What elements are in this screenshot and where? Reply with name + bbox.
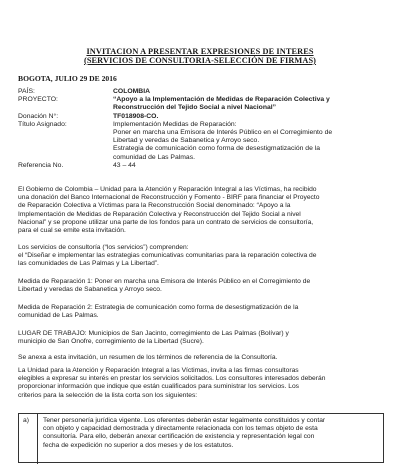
criteria-line: con objeto y capacidad demostrada y directamente relacionada con los temas objeto de esta <box>43 425 318 433</box>
paragraph-line: LUGAR DE TRABAJO: Municipios de San Jacinto, corregimiento de Las Palmas (Bolívar) y <box>18 330 289 337</box>
paragraph-line: comunidad de Las Palmas. <box>18 312 99 320</box>
meta-row-titulo <box>18 121 388 162</box>
titulo-label: Título Asignado: <box>18 120 67 128</box>
paragraph-line: Nacional” y se propone utilizar una parte de los fondos para un contrato de servicios de consultoría, <box>18 218 314 226</box>
titulo-line: Libertad y veredas de Sabanetica y Arroyo seco. <box>113 137 260 145</box>
paragraph-line: criterios para la selección de la lista corta son los siguientes: <box>18 391 198 399</box>
proyecto-value <box>113 96 388 112</box>
criteria-column-divider <box>37 414 38 464</box>
criteria-text <box>43 417 379 450</box>
paragraph-line: para el cual se emite esta invitación. <box>18 227 126 235</box>
titulo-line: Poner en marcha una Emisora de Interés Público en el Corregimiento de <box>113 129 333 137</box>
paragraph-line: Medida de Reparación 2: Estrategia de comunicación como forma de desestigmatización de la <box>18 304 299 311</box>
meta-row-pais <box>18 88 388 96</box>
criteria-letter: a) <box>23 417 29 424</box>
paragraph-line: de Reparación Colectiva a Víctimas para la Reconstrucción Social denominado: “Apoyo a la <box>18 202 291 210</box>
paragraph-line: proporcionar información que indique que están cualificados para suministrar los servicios. Los <box>18 383 300 391</box>
paragraph-line: las comunidades de Las Palmas y La Libertad”. <box>18 260 159 268</box>
paragraph-work-location <box>18 330 384 346</box>
donacion-value: TF018908-CO. <box>113 112 159 120</box>
criteria-line: fecha de expedición no superior a dos meses y de los estatutos. <box>43 441 234 449</box>
paragraph-line: municipio de San Onofre, corregimiento de la Libertad (Sucre). <box>18 338 204 346</box>
document-title-line2: (SERVICIOS DE CONSULTORIA-SELECCIÓN DE FIRMAS) <box>83 56 317 65</box>
paragraph-line: el “Diseñar e implementar las estrategias comunicativas comunitarias para la reparación colectiva de <box>18 252 317 260</box>
referencia-label: Referencia No. <box>18 161 64 169</box>
project-metadata <box>18 88 388 170</box>
paragraph-line: Los servicios de consultoría (“los servicios”) comprenden: <box>18 244 189 251</box>
pais-value: COLOMBIA <box>113 88 151 95</box>
paragraph-line: Implementación de Medidas de Reparación Colectiva y Reconstrucción del Tejido Social a nivel <box>18 210 301 218</box>
titulo-value <box>113 121 388 162</box>
paragraph-line: El Gobierno de Colombia – Unidad para la Atención y Reparación Integral a las Víctimas, ha recibido <box>18 186 317 193</box>
titulo-line: comunidad de Las Palmas. <box>113 153 195 161</box>
paragraph-line: Se anexa a esta invitación, un resumen de los términos de referencia de la Consultoría. <box>18 354 278 361</box>
proyecto-line: “Apoyo a la Implementación de Medidas de Reparación Colectiva y <box>113 96 330 104</box>
paragraph-measure-2 <box>18 304 384 320</box>
meta-row-referencia <box>18 162 388 170</box>
paragraph-line: elegibles a expresar su interés en prestar los servicios solicitados. Los consultores interesados deberán <box>18 375 326 383</box>
paragraph-measure-1 <box>18 278 384 294</box>
paragraph-invitation <box>18 367 384 400</box>
criteria-line: consultoría. Para ello, deberán anexar certificación de existencia y representación legal con <box>43 433 315 441</box>
paragraph-intro <box>18 186 384 235</box>
paragraph-line: una donación del Banco Internacional de Reconstrucción y Fomento - BIRF para financiar el Proyecto <box>18 194 320 202</box>
document-title-line1: INVITACION A PRESENTAR EXPRESIONES DE INTERES <box>86 47 314 56</box>
meta-row-proyecto <box>18 96 388 112</box>
proyecto-line: Reconstrucción del Tejido Social a nivel Nacional” <box>113 104 277 112</box>
paragraph-line: La Unidad para la Atención y Reparación Integral a las Víctimas, invita a las firmas consultoras <box>18 367 299 374</box>
paragraph-annex <box>18 354 384 362</box>
criteria-table <box>18 413 384 463</box>
titulo-line: Implementación Medidas de Reparación: <box>113 120 237 128</box>
paragraph-line: Libertad y veredas de Sabanetica y Arroyo seco. <box>18 286 162 294</box>
criteria-line: Tener personería jurídica vigente. Los oferentes deberán estar legalmente constituidos y contar <box>43 417 326 424</box>
place-date: BOGOTA, JULIO 29 DE 2016 <box>18 74 117 83</box>
titulo-line: Estrategia de comunicación como forma de desestigmatización de la <box>113 145 321 153</box>
donacion-label: Donación N°: <box>18 112 59 120</box>
meta-row-donacion <box>18 113 388 121</box>
proyecto-label: PROYECTO: <box>18 96 58 104</box>
paragraph-services <box>18 244 384 269</box>
paragraph-line: Medida de Reparación 1: Poner en marcha una Emisora de Interés Público en el Corregimiento de <box>18 278 311 285</box>
referencia-value: 43 – 44 <box>113 161 136 169</box>
pais-label: PAÍS: <box>18 88 35 95</box>
